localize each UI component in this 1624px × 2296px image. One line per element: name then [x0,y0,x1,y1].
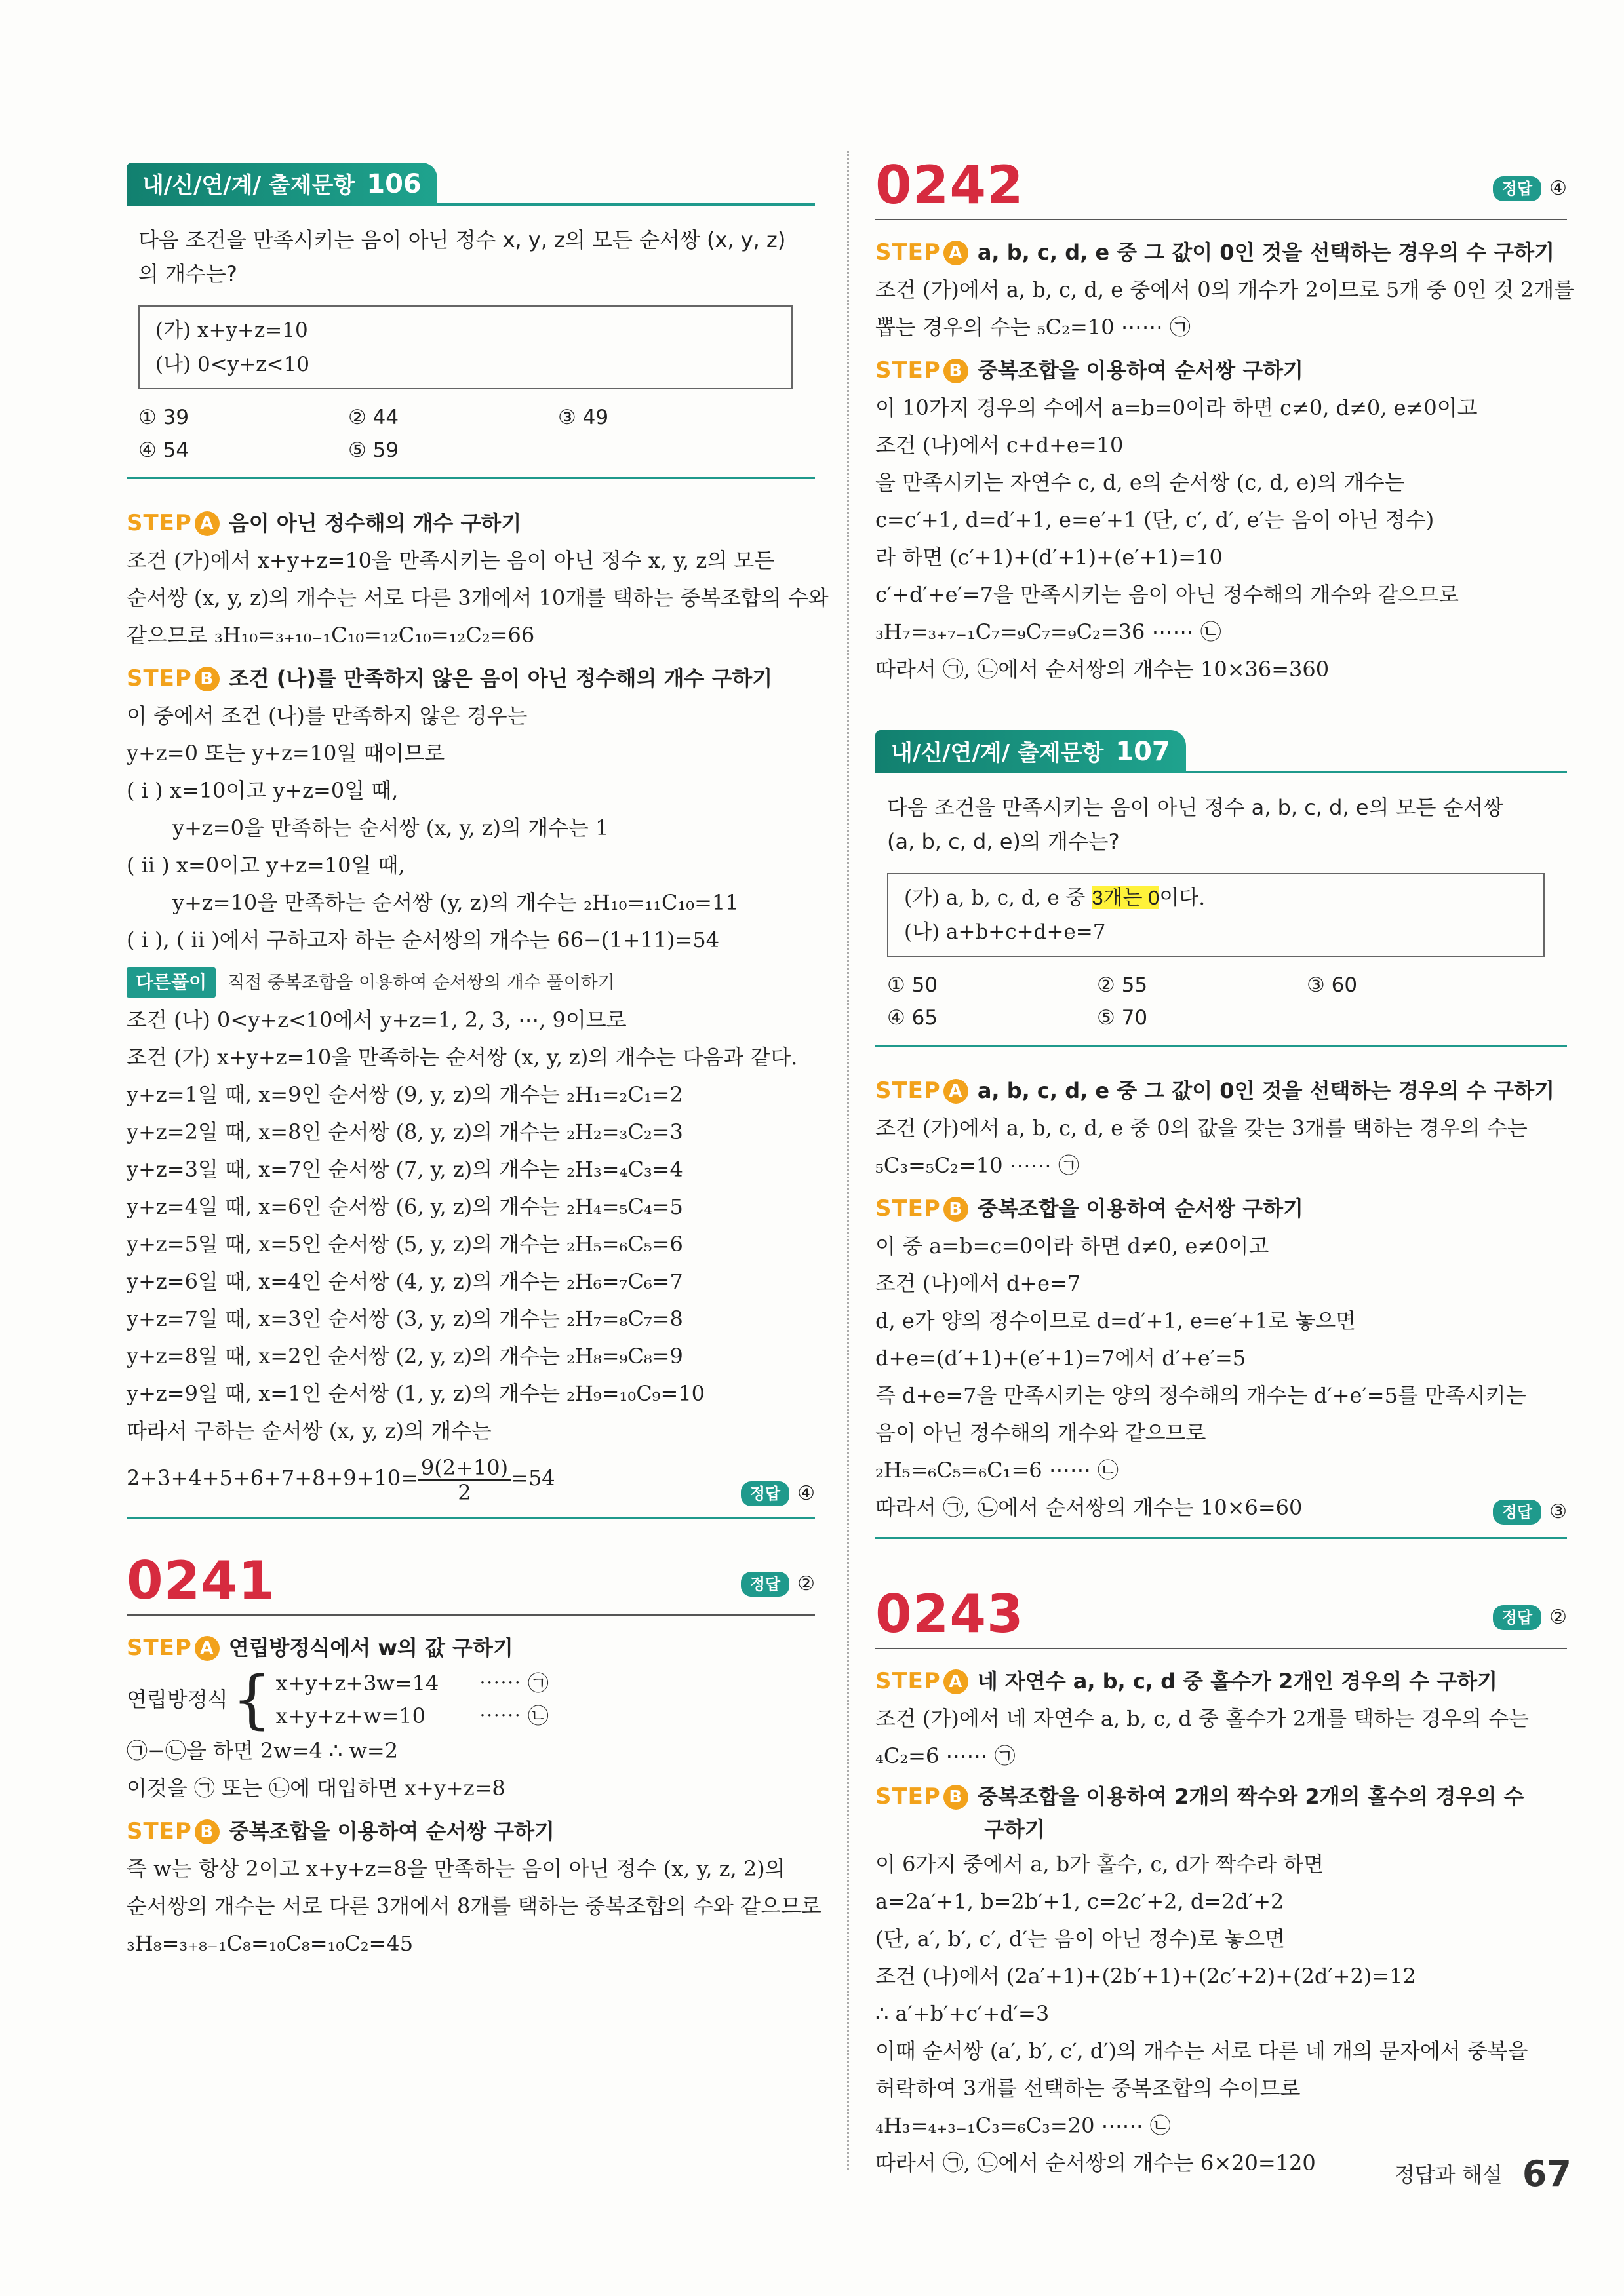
problem-106-conditions [138,305,793,389]
question-number: 0242 [875,155,1024,216]
solution-line: 따라서 ㉠, ㉡에서 순서쌍의 개수는 10×36=360 [875,657,1330,682]
tag-prefix: 내/신/연/계/ 출제문항 [142,172,355,199]
step-a-badge: STEP A [875,233,968,271]
condition-line: (가) x+y+z=10 [155,319,308,342]
solution-line: y+z=10을 만족하는 순서쌍 (y, z)의 개수는 ₂H₁₀=₁₁C₁₀=11 [172,890,739,915]
answer-pill: 정답 [1493,1605,1541,1630]
answer-pill: 정답 [1493,1500,1541,1525]
solution-line: ₅C₃=₅C₂=10 ⋯⋯ ㉠ [875,1153,1079,1178]
solution-line: y+z=4일 때, x=6인 순서쌍 (6, y, z)의 개수는 ₂H₄=₅C₄=5 [127,1194,683,1219]
choice-5: ⑤ 70 [1097,1006,1148,1030]
brace-icon: { [231,1663,272,1736]
choice-1: ① 50 [887,973,938,997]
step-a-badge: STEP A [875,1072,968,1110]
solution-line: 허락하여 3개를 선택하는 중복조합의 수이므로 [875,2076,1301,2101]
solution-line: a=2a′+1, b=2b′+1, c=2c′+2, d=2d′+2 [875,1889,1284,1914]
solution-line: 조건 (가)에서 a, b, c, d, e 중에서 0의 개수가 2이므로 5개 중 0인 것 2개를 [875,277,1575,302]
step-b-badge: STEP B [875,1780,968,1813]
choice-3: ③ 49 [558,406,609,429]
answer-value: ② [1549,1606,1567,1629]
solution-line: 조건 (가)에서 a, b, c, d, e 중 0의 값을 갖는 3개를 택하는 경우의 수는 [875,1116,1528,1140]
solution-line: d+e=(d′+1)+(e′+1)=7에서 d′+e′=5 [875,1346,1246,1371]
step-b-badge: STEP B [127,1812,220,1850]
footer-label: 정답과 해설 [1395,2162,1503,2187]
solution-line: 조건 (가)에서 x+y+z=10을 만족시키는 음이 아닌 정수 x, y, z의 모든 [127,548,775,573]
choice-1: ① 39 [138,406,189,429]
step-a-heading [127,1629,815,1667]
alt-solution-heading [127,963,815,1002]
problem-106-question [127,223,815,291]
step-a-badge: STEP A [127,1629,220,1667]
question-number: 0241 [127,1550,275,1611]
answer-badge [1493,1493,1567,1530]
solution-line: y+z=9일 때, x=1인 순서쌍 (1, y, z)의 개수는 ₂H₉=₁₀C₉=10 [127,1381,705,1406]
answer-value: ② [797,1572,815,1595]
step-b-badge: STEP B [875,351,968,389]
solution-line: y+z=0 또는 y+z=10일 때이므로 [127,741,445,766]
solution-line: 순서쌍 (x, y, z)의 개수는 서로 다른 3개에서 10개를 택하는 중복조합의 수와 [127,585,829,610]
choice-5: ⑤ 59 [348,438,399,462]
choice-2: ② 44 [348,406,399,429]
highlighted-text: 3개는 0 [1092,886,1160,909]
equation-tag: ⋯⋯ ㉡ [479,1703,549,1728]
alt-solution-tag: 다른풀이 [127,967,216,998]
step-b-heading [875,1780,1567,1846]
solution-line: ( ii ) x=0이고 y+z=10일 때, [127,853,405,878]
question-line: 의 개수는? [138,262,237,286]
equation-list [276,1667,549,1732]
solution-line: 같으므로 ₃H₁₀=₃₊₁₀₋₁C₁₀=₁₂C₁₀=₁₂C₂=66 [127,623,535,648]
step-title: 조건 (나)를 만족하지 않은 음이 아닌 정수해의 개수 구하기 [228,666,773,691]
solution-line: 이것을 ㉠ 또는 ㉡에 대입하면 x+y+z=8 [127,1776,505,1800]
condition-line: (나) 0<y+z<10 [155,353,309,376]
solution-line: y+z=2일 때, x=8인 순서쌍 (8, y, z)의 개수는 ₂H₂=₃C₂=3 [127,1119,683,1144]
problem-107-section [875,730,1567,1539]
answer-value: ④ [797,1482,815,1505]
q0241-header [127,1545,815,1616]
solution-line: 조건 (가)에서 네 자연수 a, b, c, d 중 홀수가 2개를 택하는 경우의 수는 [875,1706,1530,1731]
solution-line: 이 중 a=b=c=0이라 하면 d≠0, e≠0이고 [875,1234,1269,1258]
answer-badge [741,1466,815,1522]
solution-line: ( i ), ( ii )에서 구하고자 하는 순서쌍의 개수는 66−(1+11)=54 [127,927,720,952]
final-sum-line [127,1450,815,1506]
solution-line: ₃H₇=₃₊₇₋₁C₇=₉C₇=₉C₂=36 ⋯⋯ ㉡ [875,619,1221,644]
solution-line: y+z=3일 때, x=7인 순서쌍 (7, y, z)의 개수는 ₂H₃=₄C₃=4 [127,1157,683,1182]
step-title: 중복조합을 이용하여 2개의 짝수와 2개의 홀수의 경우의 수 [977,1784,1524,1809]
answer-value: ④ [1549,177,1567,200]
solution-line: 순서쌍의 개수는 서로 다른 3개에서 8개를 택하는 중복조합의 수와 같으므로 [127,1894,822,1918]
answer-badge [1493,1599,1567,1636]
solution-line: 즉 d+e=7을 만족시키는 양의 정수해의 개수는 d′+e′=5를 만족시키는 [875,1383,1526,1408]
solution-line: 즉 w는 항상 2이고 x+y+z=8을 만족하는 음이 아닌 정수 (x, y, z, 2)의 [127,1856,785,1881]
step-title: a, b, c, d, e 중 그 값이 0인 것을 선택하는 경우의 수 구하기 [977,1078,1555,1103]
step-a-badge: STEP A [127,504,220,542]
step-b-heading [127,1812,815,1850]
q0243-header [875,1578,1567,1649]
solution-line: 음이 아닌 정수해의 개수와 같으므로 [875,1420,1206,1445]
condition-line: (나) a+b+c+d+e=7 [904,920,1106,944]
problem-106-choices [127,401,815,467]
right-column [875,149,1575,2182]
problem-106-header [127,163,815,206]
answer-pill: 정답 [741,1481,789,1506]
answer-badge [741,1565,815,1603]
solution-line: y+z=0을 만족하는 순서쌍 (x, y, z)의 개수는 1 [172,815,609,840]
problem-107-conditions [887,873,1545,957]
equation-system [127,1663,815,1736]
solution-line: 따라서 구하는 순서쌍 (x, y, z)의 개수는 [127,1418,492,1443]
choice-4: ④ 54 [138,438,189,462]
solution-line: y+z=1일 때, x=9인 순서쌍 (9, y, z)의 개수는 ₂H₁=₂C₁=2 [127,1082,683,1107]
solution-line: ₄H₃=₄₊₃₋₁C₃=₆C₃=20 ⋯⋯ ㉡ [875,2113,1171,2138]
solution-line: y+z=8일 때, x=2인 순서쌍 (2, y, z)의 개수는 ₂H₈=₉C₈=9 [127,1344,683,1369]
solution-line: y+z=7일 때, x=3인 순서쌍 (3, y, z)의 개수는 ₂H₇=₈C₇=8 [127,1306,683,1331]
question-line: 다음 조건을 만족시키는 음이 아닌 정수 x, y, z의 모든 순서쌍 (x, y, z) [138,227,786,252]
solution-line: 이때 순서쌍 (a′, b′, c′, d′)의 개수는 서로 다른 네 개의 문자에서 중복을 [875,2038,1528,2063]
question-number: 0243 [875,1584,1024,1644]
alt-solution-desc: 직접 중복조합을 이용하여 순서쌍의 개수 풀이하기 [228,973,615,993]
solution-line: (단, a′, b′, c′, d′는 음이 아닌 정수)로 놓으면 [875,1926,1286,1951]
step-a-heading [127,504,815,542]
solution-line: 이 10가지 경우의 수에서 a=b=0이라 하면 c≠0, d≠0, e≠0이고 [875,395,1478,420]
step-title: 음이 아닌 정수해의 개수 구하기 [228,511,522,535]
answer-badge [1493,170,1567,207]
step-a-badge: STEP A [875,1662,968,1700]
column-divider [847,151,849,2170]
solution-line: 따라서 ㉠, ㉡에서 순서쌍의 개수는 10×6=60 [875,1495,1303,1520]
problem-107-header [875,730,1567,773]
page-footer [1395,2153,1572,2194]
final-line [875,1489,1567,1527]
fraction: $\frac{9(2+10)}{2}$ [418,1456,511,1504]
question-line: 다음 조건을 만족시키는 음이 아닌 정수 a, b, c, d, e의 모든 순서쌍 [887,795,1504,820]
step-b-heading [875,1190,1567,1228]
solution-line: 조건 (나) 0<y+z<10에서 y+z=1, 2, 3, ⋯, 9이므로 [127,1007,627,1032]
system-label: 연립방정식 [127,1687,228,1711]
step-title: 중복조합을 이용하여 순서쌍 구하기 [977,1196,1303,1221]
solution-line: c=c′+1, d=d′+1, e=e′+1 (단, c′, d′, e′는 음이 아닌 정수) [875,507,1435,532]
equation-1: x+y+z+3w=14 [275,1671,439,1696]
step-title: 네 자연수 a, b, c, d 중 홀수가 2개인 경우의 수 구하기 [977,1669,1497,1694]
solution-line: 따라서 ㉠, ㉡에서 순서쌍의 개수는 6×20=120 [875,2150,1316,2175]
step-b-badge: STEP B [875,1190,968,1228]
tag-number: 106 [366,169,422,199]
solution-line: 이 6가지 중에서 a, b가 홀수, c, d가 짝수라 하면 [875,1852,1324,1877]
step-title: a, b, c, d, e 중 그 값이 0인 것을 선택하는 경우의 수 구하기 [977,240,1555,265]
solution-line: ₃H₈=₃₊₈₋₁C₈=₁₀C₈=₁₀C₂=45 [127,1931,414,1956]
problem-107-tag [875,730,1186,773]
tag-number: 107 [1115,737,1170,767]
problem-107-question [875,790,1567,859]
solution-line: c′+d′+e′=7을 만족시키는 음이 아닌 정수해의 개수와 같으므로 [875,582,1459,607]
solution-line: ₄C₂=6 ⋯⋯ ㉠ [875,1743,1016,1768]
step-title: 중복조합을 이용하여 순서쌍 구하기 [977,358,1303,383]
solution-line: 조건 (나)에서 d+e=7 [875,1271,1081,1296]
step-a-heading [875,1072,1567,1110]
section-rule [875,1537,1567,1539]
answer-pill: 정답 [1493,176,1541,201]
equation-tag: ⋯⋯ ㉠ [479,1671,549,1696]
step-b-heading [127,659,815,697]
solution-line: d, e가 양의 정수이므로 d=d′+1, e=e′+1로 놓으면 [875,1308,1357,1333]
solution-line: y+z=6일 때, x=4인 순서쌍 (4, y, z)의 개수는 ₂H₆=₇C₆=7 [127,1269,683,1294]
answer-value: ③ [1549,1500,1567,1523]
q0242-header [875,149,1567,220]
solution-line: ㉠−㉡을 하면 2w=4 ∴ w=2 [127,1738,399,1763]
left-column [127,163,829,1962]
solution-line: ∴ a′+b′+c′+d′=3 [875,2001,1050,2026]
condition-line: (가) a, b, c, d, e 중 3개는 0이다. [904,886,1206,910]
solution-line: 조건 (나)에서 (2a′+1)+(2b′+1)+(2c′+2)+(2d′+2)=12 [875,1964,1416,1989]
solution-line: 라 하면 (c′+1)+(d′+1)+(e′+1)=10 [875,545,1223,570]
step-b-badge: STEP B [127,659,220,697]
step-title: 연립방정식에서 w의 값 구하기 [228,1635,513,1660]
choice-2: ② 55 [1097,973,1148,997]
step-a-heading [875,233,1567,271]
problem-106-tag [127,163,437,206]
final-result: =54 [511,1466,555,1490]
solution-line: 조건 (나)에서 c+d+e=10 [875,433,1124,457]
step-a-heading [875,1662,1567,1700]
page-number: 67 [1522,2153,1572,2194]
solution-line: 조건 (가) x+y+z=10을 만족하는 순서쌍 (x, y, z)의 개수는 다음과 같다. [127,1045,798,1070]
solution-line: 을 만족시키는 자연수 c, d, e의 순서쌍 (c, d, e)의 개수는 [875,470,1405,495]
step-b-heading [875,351,1567,389]
solution-line: ₂H₅=₆C₅=₆C₁=6 ⋯⋯ ㉡ [875,1458,1119,1483]
step-title-cont: 구하기 [984,1817,1045,1842]
solution-line: ( i ) x=10이고 y+z=0일 때, [127,778,399,803]
answer-pill: 정답 [741,1572,789,1597]
solution-line: 뽑는 경우의 수는 ₅C₂=10 ⋯⋯ ㉠ [875,315,1191,340]
section-rule [875,1045,1567,1047]
choice-3: ③ 60 [1307,973,1358,997]
solution-line: y+z=5일 때, x=5인 순서쌍 (5, y, z)의 개수는 ₂H₅=₆C₅=6 [127,1232,683,1256]
question-line: (a, b, c, d, e)의 개수는? [887,829,1120,854]
final-sum: 2+3+4+5+6+7+8+9+10= [127,1466,418,1490]
problem-107-choices [875,969,1567,1034]
equation-2: x+y+z+w=10 [275,1703,426,1728]
step-title: 중복조합을 이용하여 순서쌍 구하기 [228,1819,555,1844]
choice-4: ④ 65 [887,1006,938,1030]
solution-line: 이 중에서 조건 (나)를 만족하지 않은 경우는 [127,703,528,728]
tag-prefix: 내/신/연/계/ 출제문항 [891,740,1104,766]
section-rule [127,477,815,479]
section-rule [127,1517,815,1519]
